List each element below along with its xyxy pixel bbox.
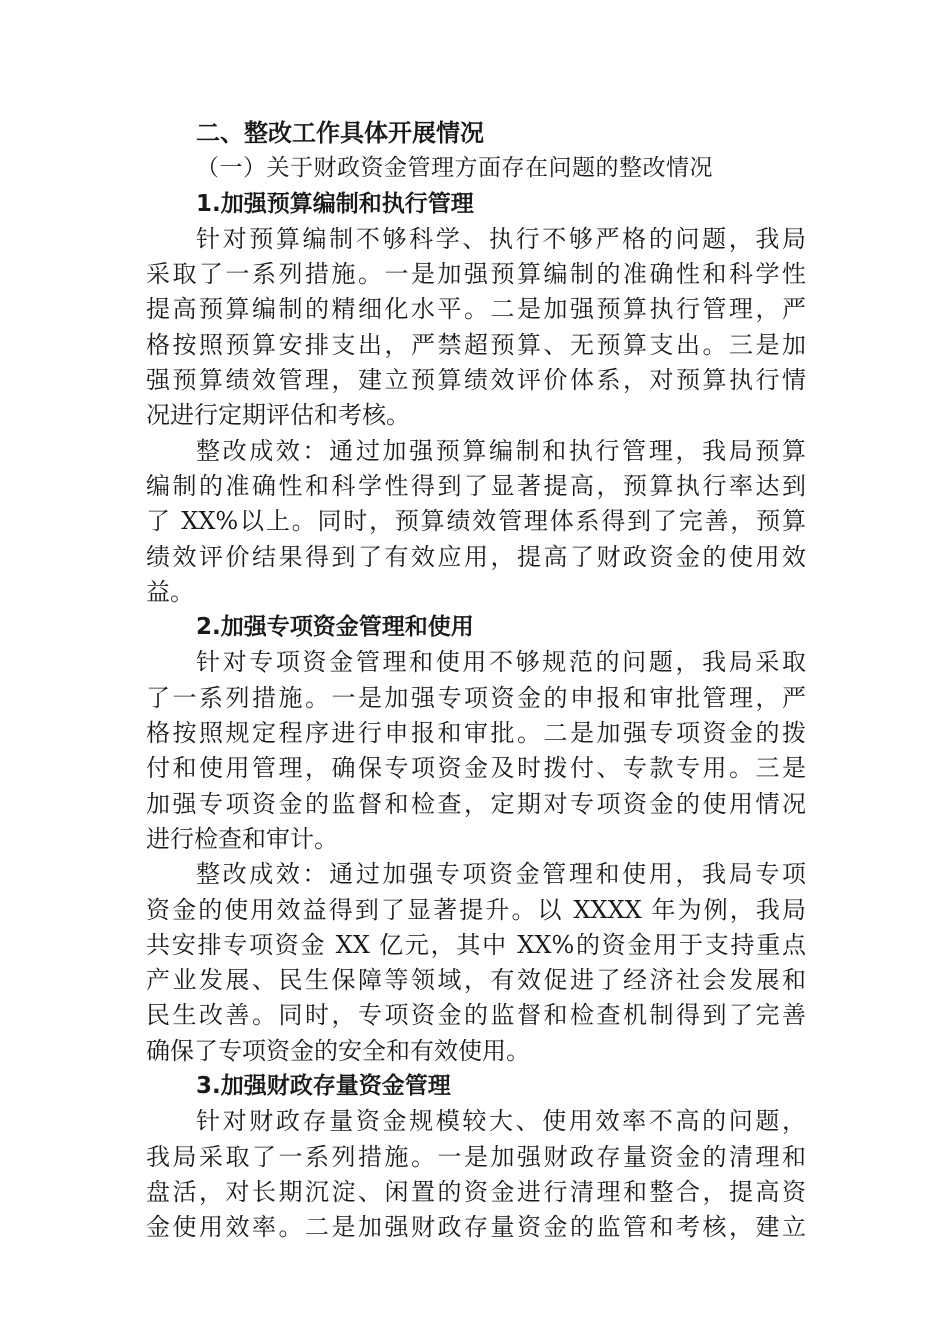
paragraph-line: 提高预算编制的精细化水平。二是加强预算执行管理，严 — [146, 295, 806, 324]
document-body — [146, 116, 806, 1246]
subsection-heading: （一）关于财政资金管理方面存在问题的整改情况 — [196, 155, 713, 182]
item-title-3: 3.加强财政存量资金管理 — [196, 1073, 451, 1100]
paragraph-line: 了 XX%以上。同时，预算绩效管理体系得到了完善，预算 — [146, 507, 806, 536]
paragraph-line: 整改成效：通过加强预算编制和执行管理，我局预算 — [196, 436, 806, 465]
paragraph-line: 了一系列措施。一是加强专项资金的申报和审批管理，严 — [146, 683, 806, 712]
paragraph-line: 盘活，对长期沉淀、闲置的资金进行清理和整合，提高资 — [146, 1177, 806, 1206]
item-title-2: 2.加强专项资金管理和使用 — [196, 614, 474, 641]
paragraph-line: 民生改善。同时，专项资金的监督和检查机制得到了完善 — [146, 1001, 806, 1030]
paragraph — [146, 222, 806, 434]
paragraph-line: 强预算绩效管理，建立预算绩效评价体系，对预算执行情 — [146, 366, 806, 395]
paragraph-line: 产业发展、民生保障等领域，有效促进了经济社会发展和 — [146, 966, 806, 995]
paragraph-line: 绩效评价结果得到了有效应用，提高了财政资金的使用效 — [146, 542, 806, 571]
paragraph-line: 共安排专项资金 XX 亿元，其中 XX%的资金用于支持重点 — [146, 930, 806, 959]
paragraph-line: 付和使用管理，确保专项资金及时拨付、专款专用。三是 — [146, 754, 806, 783]
paragraph-line: 针对预算编制不够科学、执行不够严格的问题，我局 — [196, 224, 806, 253]
paragraph-line: 金使用效率。二是加强财政存量资金的监管和考核，建立 — [146, 1213, 806, 1242]
paragraph — [146, 645, 806, 857]
paragraph-line: 格按照预算安排支出，严禁超预算、无预算支出。三是加 — [146, 330, 806, 359]
paragraph — [146, 1104, 806, 1245]
paragraph — [146, 857, 806, 1069]
paragraph-line: 加强专项资金的监督和检查，定期对专项资金的使用情况 — [146, 789, 806, 818]
paragraph-line: 整改成效：通过加强专项资金管理和使用，我局专项 — [196, 860, 806, 889]
paragraph-line: 编制的准确性和科学性得到了显著提高，预算执行率达到 — [146, 471, 806, 500]
paragraph-line: 况进行定期评估和考核。 — [146, 401, 410, 430]
paragraph-line: 确保了专项资金的安全和有效使用。 — [146, 1036, 530, 1065]
paragraph-line: 格按照规定程序进行申报和审批。二是加强专项资金的拨 — [146, 719, 806, 748]
paragraph-line: 针对专项资金管理和使用不够规范的问题，我局采取 — [196, 648, 806, 677]
paragraph-line: 我局采取了一系列措施。一是加强财政存量资金的清理和 — [146, 1142, 806, 1171]
paragraph-line: 资金的使用效益得到了显著提升。以 XXXX 年为例，我局 — [146, 895, 806, 924]
paragraph — [146, 434, 806, 610]
paragraph-line: 采取了一系列措施。一是加强预算编制的准确性和科学性 — [146, 260, 806, 289]
paragraph-line: 进行检查和审计。 — [146, 824, 338, 853]
paragraph-line: 益。 — [146, 577, 194, 606]
section-heading: 二、整改工作具体开展情况 — [196, 119, 484, 147]
item-title-1: 1.加强预算编制和执行管理 — [196, 190, 474, 217]
paragraph-line: 针对财政存量资金规模较大、使用效率不高的问题， — [196, 1107, 806, 1136]
